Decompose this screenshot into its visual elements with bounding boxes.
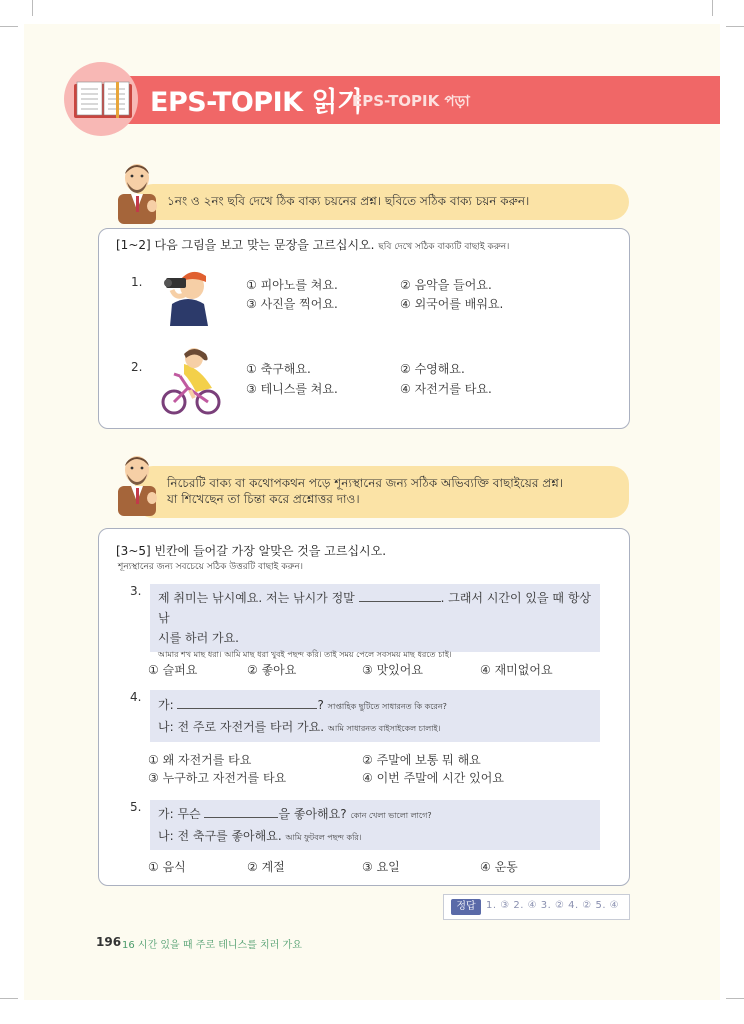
question-passage: 가: ? সাপ্তাহিক ছুটিতে সাধারনত কি করেন? 나: 전 주로 자전거를 타러 가요. আমি সাধারনত বাইসাইকেল চালাই। [150, 690, 600, 742]
answer-blank [204, 806, 278, 818]
option-2[interactable]: ② 좋아요 [247, 663, 297, 677]
instruction-text: নিচেরটি বাক্য বা কথোপকথন পড়ে শূন্যস্থানের জন্য সঠিক অভিব্যক্তি বাছাইয়ের প্রশ্ন। [167, 476, 564, 490]
option-2[interactable]: ② 주말에 보통 뭐 해요 [362, 753, 481, 767]
option-2[interactable]: ② 수영해요. [400, 362, 465, 376]
option-4[interactable]: ④ 외국어를 배워요. [400, 297, 504, 311]
question-number: 4. [130, 690, 142, 704]
option-1[interactable]: ① 음식 [148, 860, 186, 874]
question-number: 3. [130, 584, 142, 598]
instruction-balloon [135, 184, 629, 220]
section-heading-translation: শূন্যস্থানের জন্য সবচেয়ে সঠিক উত্তরটি বাছাই করুন। [118, 562, 304, 572]
instruction-text: ১নং ও ২নং ছবি দেখে ঠিক বাক্য চয়নের প্রশ্ন। ছবিতে সঠিক বাক্য চয়ন করুন। [167, 194, 530, 208]
option-2[interactable]: ② 계절 [247, 860, 285, 874]
section-heading: [3~5] 빈칸에 들어갈 가장 알맞은 것을 고르십시오. [116, 544, 387, 558]
instruction-balloon [135, 466, 629, 518]
teacher-illustration [112, 160, 162, 224]
answer-blank [177, 697, 317, 709]
option-1[interactable]: ① 피아노를 쳐요. [246, 278, 338, 292]
option-3[interactable]: ③ 누구하고 자전거를 타요 [148, 771, 287, 785]
answer-key-tag: 정답 [451, 899, 481, 915]
cyclist-illustration [160, 344, 222, 416]
option-3[interactable]: ③ 테니스를 쳐요. [246, 382, 338, 396]
crop-mark [726, 26, 744, 27]
option-4[interactable]: ④ 재미없어요 [480, 663, 553, 677]
option-3[interactable]: ③ 요일 [362, 860, 400, 874]
answer-key-text: 1. ③ 2. ④ 3. ② 4. ② 5. ④ [486, 900, 620, 911]
section-heading: [1~2] 다음 그림을 보고 맞는 문장을 고르십시오. ছবি দেখে সঠিক বাক্যটি বাছাই করুন। [116, 238, 510, 252]
page-subtitle: EPS-TOPIK পড়া [352, 92, 470, 110]
option-3[interactable]: ③ 맛있어요 [362, 663, 423, 677]
crop-mark [32, 0, 33, 16]
crop-mark [0, 26, 18, 27]
instruction-text: যা শিখেছেন তা চিন্তা করে প্রশ্নোত্তর দাও। [167, 492, 360, 506]
option-1[interactable]: ① 왜 자전거를 타요 [148, 753, 252, 767]
question-number: 2. [131, 360, 143, 374]
crop-mark [712, 0, 713, 16]
book-icon [72, 80, 134, 120]
option-1[interactable]: ① 슬퍼요 [148, 663, 198, 677]
photographer-illustration [162, 264, 216, 326]
option-4[interactable]: ④ 자전거를 타요. [400, 382, 492, 396]
option-1[interactable]: ① 축구해요. [246, 362, 311, 376]
page-title: EPS-TOPIK 읽기 [150, 87, 363, 118]
crop-mark [726, 998, 744, 999]
chapter-title: 16 시간 있을 때 주로 테니스를 치러 가요 [122, 940, 302, 951]
question-number: 1. [131, 275, 143, 289]
passage-translation: আমার শখ মাছ ধরা। আমি মাছ ধরা খুবই পছন্দ করি। তাই সময় পেলে সবসময় মাছ ধরতে চাই। [158, 650, 452, 659]
option-2[interactable]: ② 음악을 들어요. [400, 278, 492, 292]
option-4[interactable]: ④ 이번 주말에 시간 있어요 [362, 771, 504, 785]
teacher-illustration [112, 452, 162, 516]
question-passage: 가: 무슨 을 좋아해요? কোন খেলা ভালো লাগে? 나: 전 축구를 좋아해요. আমি ফুটবল পছন্দ করি। [150, 800, 600, 850]
option-4[interactable]: ④ 운동 [480, 860, 518, 874]
page-number: 196 [96, 935, 122, 949]
question-number: 5. [130, 800, 142, 814]
question-passage: 제 취미는 낚시예요. 저는 낚시가 정말 . 그래서 시간이 있을 때 항상 낚 시를 하러 가요. আমার শখ মাছ ধরা। আমি মাছ ধরা খুবই পছন্দ করি। তাই সময় পেলে সবসময় মাছ ধরতে চাই। [150, 584, 600, 652]
option-3[interactable]: ③ 사진을 찍어요. [246, 297, 338, 311]
answer-blank [359, 590, 441, 602]
crop-mark [0, 998, 18, 999]
